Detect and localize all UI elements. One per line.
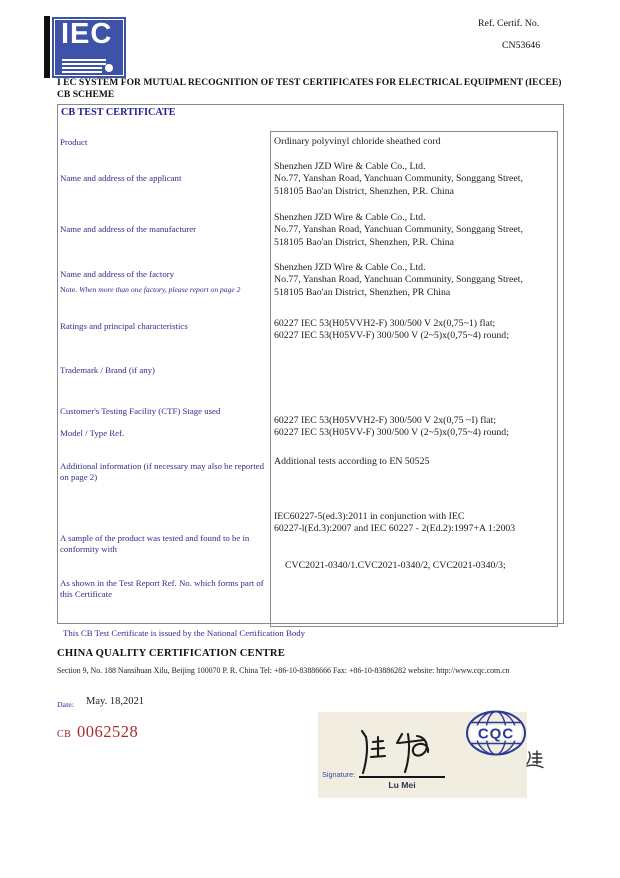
value-line: No.77, Yanshan Road, Yanchuan Community, Songgang Street,: [274, 173, 523, 185]
iec-logo-line: [62, 59, 106, 61]
value-line: 60227 IEC 53(H05VV-F) 300/500 V (2~5)x(0,75~4) round;: [274, 330, 509, 342]
value-line: 60227-l(Ed.3):2007 and IEC 60227 - 2(Ed.2):1997+A 1:2003: [274, 523, 516, 535]
iec-logo-line: [62, 63, 106, 65]
iec-logo-dot: [105, 64, 113, 72]
value-factory: [274, 262, 552, 299]
cb-number-prefix: CB: [57, 729, 72, 740]
scheme-header: I EC SYSTEM FOR MUTUAL RECOGNITION OF TEST CERTIFICATES FOR ELECTRICAL EQUIPMENT (IECEE) CB SCHEME: [57, 77, 562, 100]
value-line: No.77, Yanshan Road, Yanchuan Community, Songgang Street,: [274, 274, 523, 286]
cqc-logo-icon: [464, 709, 528, 757]
row-label-applicant: Name and address of the applicant: [60, 173, 182, 183]
value-additional-info: Additional tests according to EN 50525: [274, 456, 430, 467]
iec-logo-line: [62, 71, 102, 73]
row-label-sample-conformity: A sample of the product was tested and found to be in conformity with: [60, 533, 250, 554]
row-label-manufacturer: Name and address of the manufacturer: [60, 224, 197, 234]
cqc-logo-text: CQC: [477, 725, 515, 743]
value-ratings: [274, 318, 552, 343]
factory-note-prefix: Note.: [60, 285, 80, 294]
certificate-value-box: [270, 131, 558, 627]
value-line: Shenzhen JZD Wire & Cable Co., Ltd.: [274, 161, 426, 172]
handwritten-signature: [352, 728, 452, 776]
iec-logo-text: IEC: [61, 18, 113, 50]
row-label-product: Product: [60, 137, 88, 147]
value-conformity: [274, 511, 552, 536]
row-label-ratings: Ratings and principal characteristics: [60, 321, 188, 331]
value-manufacturer: [274, 212, 552, 249]
date-value: May. 18,2021: [86, 696, 144, 707]
issued-by-line: This CB Test Certificate is issued by the National Certification Body: [63, 628, 306, 638]
stamp-character: [525, 749, 545, 769]
row-label-test-report: As shown in the Test Report Ref. No. which forms part of this Certificate: [60, 578, 264, 599]
value-test-report: CVC2021-0340/1.CVC2021-0340/2, CVC2021-0340/3;: [285, 560, 506, 571]
left-black-bar: [44, 16, 50, 78]
value-line: Shenzhen JZD Wire & Cable Co., Ltd.: [274, 262, 426, 273]
ncb-name: CHINA QUALITY CERTIFICATION CENTRE: [57, 648, 286, 659]
value-line: 518105 Bao'an District, Shenzhen, P.R. China: [274, 185, 454, 197]
value-applicant: [274, 161, 552, 198]
date-label: Date:: [57, 700, 74, 709]
factory-note: [60, 284, 290, 295]
value-line: 60227 IEC 53(H05VVH2-F) 300/500 V 2x(0,75 ~I) flat;: [274, 415, 497, 426]
signature-label: Signature:: [322, 770, 356, 779]
row-label-factory: Name and address of the factory: [60, 269, 175, 279]
signature-line: [359, 776, 445, 778]
cb-number-value: 0062528: [77, 722, 139, 741]
row-label-trademark: Trademark / Brand (if any): [60, 365, 155, 375]
value-line: 60227 IEC 53(H05VVH2-F) 300/500 V 2x(0,75~1) flat;: [274, 318, 496, 329]
value-line: Shenzhen JZD Wire & Cable Co., Ltd.: [274, 212, 426, 223]
value-line: IEC60227-5(ed.3):2011 in conjunction with IEC: [274, 511, 465, 522]
iec-logo-line: [62, 67, 102, 69]
row-label-additional-info: Additional information (if necessary may also be reported on page 2): [60, 461, 264, 482]
value-line: No.77, Yanshan Road, Yanchuan Community, Songgang Street,: [274, 224, 523, 236]
ref-certif-label: Ref. Certif. No.: [478, 18, 540, 29]
value-product: Ordinary polyvinyl chloride sheathed cord: [274, 136, 441, 147]
certificate-title: CB TEST CERTIFICATE: [61, 107, 176, 118]
iec-logo-icon: [52, 17, 126, 78]
value-line: 60227 IEC 53(H05VV-F) 300/500 V (2~5)x(0,75~4) round;: [274, 427, 509, 439]
ncb-address: Section 9, No. 188 Nansihuan Xilu, Beijing 100070 P. R. China Tel: +86-10-83886666 Fax: +86-10-83886282 website: http://www.cqc.com.cn: [57, 666, 510, 675]
factory-note-text: When more than one factory, please report on page 2: [79, 285, 241, 294]
row-label-ctf: Customer's Testing Facility (CTF) Stage used: [60, 406, 221, 416]
row-label-model: Model / Type Ref.: [60, 428, 125, 438]
ref-certif-number: CN53646: [502, 40, 541, 51]
value-model: [274, 415, 552, 440]
signature-name: Lu Mei: [388, 780, 416, 790]
value-line: 518105 Bao'an District, Shenzhen, PR China: [274, 286, 451, 298]
value-line: 518105 Bao'an District, Shenzhen, P.R. China: [274, 236, 454, 248]
